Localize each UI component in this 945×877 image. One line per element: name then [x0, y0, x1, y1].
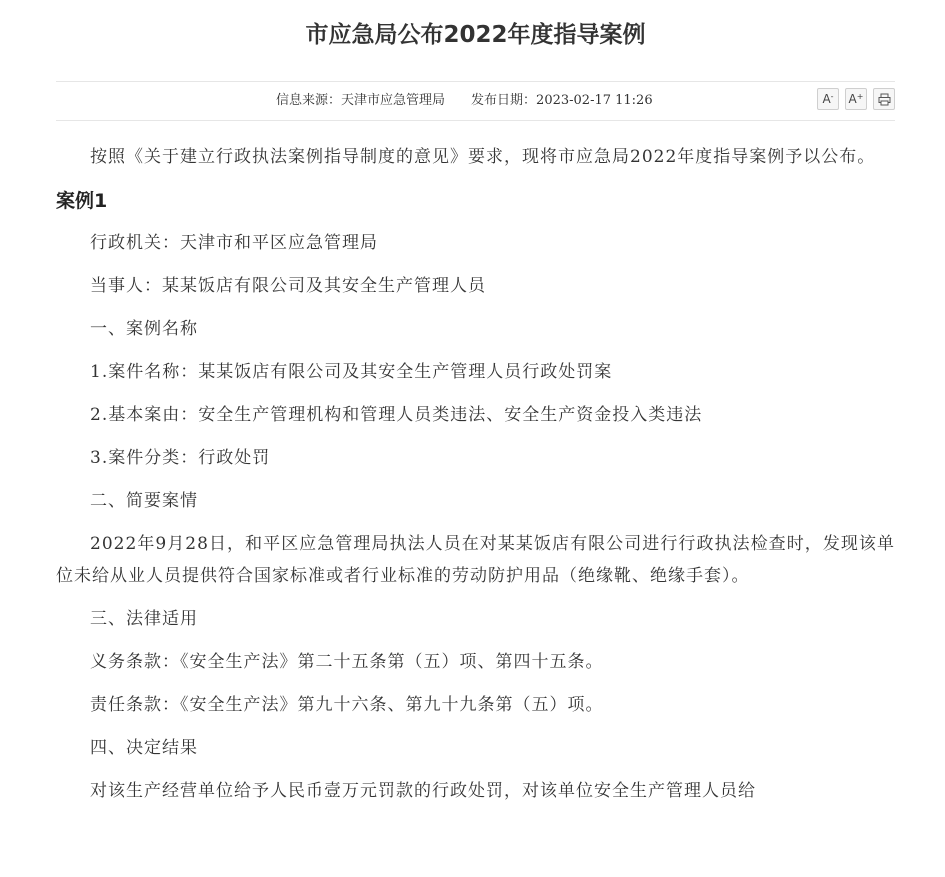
agency-paragraph: 行政机关：天津市和平区应急管理局 [90, 233, 378, 253]
increase-font-button[interactable] [845, 88, 867, 110]
date-value: 2023-02-17 11:26 [536, 93, 653, 108]
print-button[interactable] [873, 88, 895, 110]
section-heading-law: 三、法律适用 [90, 609, 198, 629]
article-info [276, 82, 653, 120]
result-paragraph: 对该生产经营单位给予人民币壹万元罚款的行政处罚，对该单位安全生产管理人员给 [90, 781, 756, 801]
section-heading-result: 四、决定结果 [90, 738, 198, 758]
case-title: 案例1 [56, 190, 108, 212]
article-tools [817, 88, 895, 110]
article-body [56, 121, 895, 807]
decrease-font-button[interactable] [817, 88, 839, 110]
article-meta-bar [56, 81, 895, 121]
case-category-item: 3.案件分类：行政处罚 [90, 448, 271, 468]
liability-clause: 责任条款：《安全生产法》第九十六条、第九十九条第（五）项。 [90, 695, 604, 715]
source-label: 信息来源： [276, 93, 342, 108]
printer-icon [878, 93, 891, 106]
decrease-font-label: A [822, 92, 831, 106]
section-heading-brief: 二、简要案情 [90, 491, 198, 511]
increase-font-sign: + [856, 91, 864, 101]
case-cause-item: 2.基本案由：安全生产管理机构和管理人员类违法、安全生产资金投入类违法 [90, 405, 703, 425]
obligation-clause: 义务条款：《安全生产法》第二十五条第（五）项、第四十五条。 [90, 652, 604, 672]
case-name-item: 1.案件名称：某某饭店有限公司及其安全生产管理人员行政处罚案 [90, 362, 613, 382]
section-heading-case-name: 一、案例名称 [90, 319, 198, 339]
brief-paragraph: 2022年9月28日，和平区应急管理局执法人员在对某某饭店有限公司进行行政执法检查时，发现该单位未给从业人员提供符合国家标准或者行业标准的劳动防护用品（绝缘靴、绝缘手套）。 [56, 534, 895, 586]
date-label: 发布日期： [471, 93, 537, 108]
decrease-font-sign: - [830, 91, 834, 101]
party-paragraph: 当事人：某某饭店有限公司及其安全生产管理人员 [90, 276, 486, 296]
increase-font-label: A [848, 92, 857, 106]
article-title: 市应急局公布2022年度指导案例 [305, 22, 646, 48]
intro-paragraph: 按照《关于建立行政执法案例指导制度的意见》要求，现将市应急局2022年度指导案例予以公布。 [90, 147, 876, 167]
source-value: 天津市应急管理局 [341, 93, 446, 108]
